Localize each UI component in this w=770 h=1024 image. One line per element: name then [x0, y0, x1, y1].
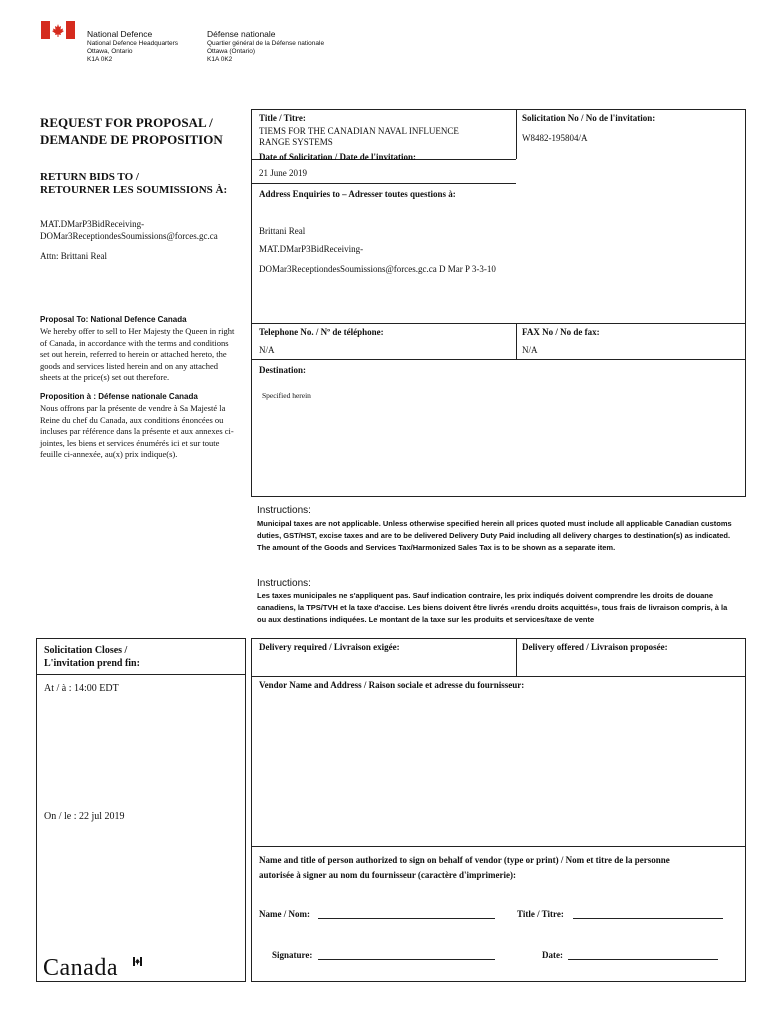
closes-time: At / à : 14:00 EDT: [44, 683, 119, 694]
header-en-line2: Ottawa, Ontario: [87, 48, 133, 55]
solicitation-date-value: 21 June 2019: [259, 168, 307, 178]
return-bids-title: RETURN BIDS TO / RETOURNER LES SOUMISSIONS À:: [40, 171, 228, 196]
return-email: MAT.DMarP3BidReceiving- DOMar3ReceptiondesSoumissions@forces.gc.ca: [40, 219, 218, 241]
signature-date-field[interactable]: [568, 959, 718, 960]
destination-label: Destination:: [259, 365, 306, 375]
signer-title-label: Title / Titre:: [517, 909, 564, 919]
instructions-fr-body: Les taxes municipales ne s'appliquent pas. Sauf indication contraire, les prix indiqués doivent comprendre les droits de douane canadiens, la TPS/TVH et la taxe d'accise. Les biens doivent être livrés «rendu droits acquittés», tous frais de livraison compris, à la ou aux destinations indiquées. Le montant de la taxe sur les produits et services/taxe de vente: [257, 591, 728, 624]
destination-value: Specified herein: [262, 391, 311, 400]
instructions-fr-title: Instructions:: [257, 578, 311, 589]
signature-field[interactable]: [318, 959, 495, 960]
proposal-fr-heading: Proposition à : Défense nationale Canada: [40, 392, 198, 401]
proposal-en-heading: Proposal To: National Defence Canada: [40, 315, 187, 324]
canada-wordmark: Canada: [43, 955, 118, 981]
telephone-value[interactable]: N/A: [259, 345, 275, 355]
signature-label: Signature:: [272, 950, 313, 960]
title-label: Title / Titre:: [259, 113, 306, 123]
header-fr-line3: K1A 0K2: [207, 56, 233, 63]
closes-label: Solicitation Closes / L'invitation prend fin:: [44, 645, 140, 669]
header-en-line1: National Defence Headquarters: [87, 40, 179, 47]
signature-date-label: Date:: [542, 950, 563, 960]
instructions-en-body: Municipal taxes are not applicable. Unless otherwise specified herein all prices quoted must include all applicable Canadian customs duties, GST/HST, excise taxes and are to be delivered Delivery Duty Paid including all delivery charges to destination(s) as indicated. The amount of the Goods and Services Tax/Harmonized Sales Tax is to be shown as a separate item.: [257, 519, 732, 552]
vendor-name-address-label: Vendor Name and Address / Raison sociale et adresse du fournisseur:: [259, 680, 525, 690]
solicitation-no-value: W8482-195804/A: [522, 133, 588, 143]
header-fr-line2: Ottawa (Ontario): [207, 48, 256, 55]
rfp-title: REQUEST FOR PROPOSAL / DEMANDE DE PROPOSITION: [40, 115, 223, 147]
header-en-line3: K1A 0K2: [87, 56, 113, 63]
header-en-title: National Defence: [87, 29, 153, 39]
delivery-offered-label: Delivery offered / Livraison proposée:: [522, 642, 668, 652]
return-attn: Attn: Brittani Real: [40, 251, 107, 261]
solicitation-date-label: Date of Solicitation / Date de l'invitation:: [259, 152, 416, 162]
header-fr-line1: Quartier général de la Défense nationale: [207, 40, 325, 47]
enquiries-email-2: DOMar3ReceptiondesSoumissions@forces.gc.ca D Mar P 3-3-10: [259, 264, 496, 274]
solicitation-no-label: Solicitation No / No de l'invitation:: [522, 113, 656, 123]
fax-label: FAX No / No de fax:: [522, 327, 600, 337]
authorized-signer-label: Name and title of person authorized to sign on behalf of vendor (type or print) / Nom et titre de la personne autorisée à signer au nom du fournisseur (caractère d'imprimerie):: [259, 855, 670, 880]
signer-name-label: Name / Nom:: [259, 909, 310, 919]
enquiries-email-1: MAT.DMarP3BidReceiving-: [259, 244, 364, 254]
signer-title-field[interactable]: [573, 918, 723, 919]
fax-value[interactable]: N/A: [522, 345, 538, 355]
canada-wordmark-flag-icon: [133, 957, 142, 966]
telephone-label: Telephone No. / Nº de téléphone:: [259, 327, 384, 337]
instructions-en-title: Instructions:: [257, 505, 311, 516]
title-value: TIEMS FOR THE CANADIAN NAVAL INFLUENCE RANGE SYSTEMS: [259, 126, 459, 147]
vendor-name-address-field[interactable]: [259, 700, 739, 840]
enquiries-name: Brittani Real: [259, 226, 306, 236]
enquiries-label: Address Enquiries to – Adresser toutes questions à:: [259, 189, 456, 199]
proposal-fr-body: Nous offrons par la présente de vendre à Sa Majesté la Reine du chef du Canada, aux conditions énoncées ou incluses par référence dans la présente et aux annexes ci-jointes, les biens et services énumérés ici et sur toute feuille ci-annexée, au(x) prix indique(s).: [40, 403, 234, 459]
header-fr-title: Défense nationale: [207, 29, 276, 39]
signer-name-field[interactable]: [318, 918, 495, 919]
canada-flag-icon: [41, 21, 75, 39]
delivery-required-label: Delivery required / Livraison exigée:: [259, 642, 400, 652]
solicitation-info-box: [251, 109, 746, 497]
closes-date: On / le : 22 jul 2019: [44, 811, 125, 822]
proposal-en-body: We hereby offer to sell to Her Majesty the Queen in right of Canada, in accordance with the terms and conditions set out herein, referred to herein or attached hereto, the goods and services listed herein and on any attached sheets at the price(s) set out therefore.: [40, 326, 235, 382]
